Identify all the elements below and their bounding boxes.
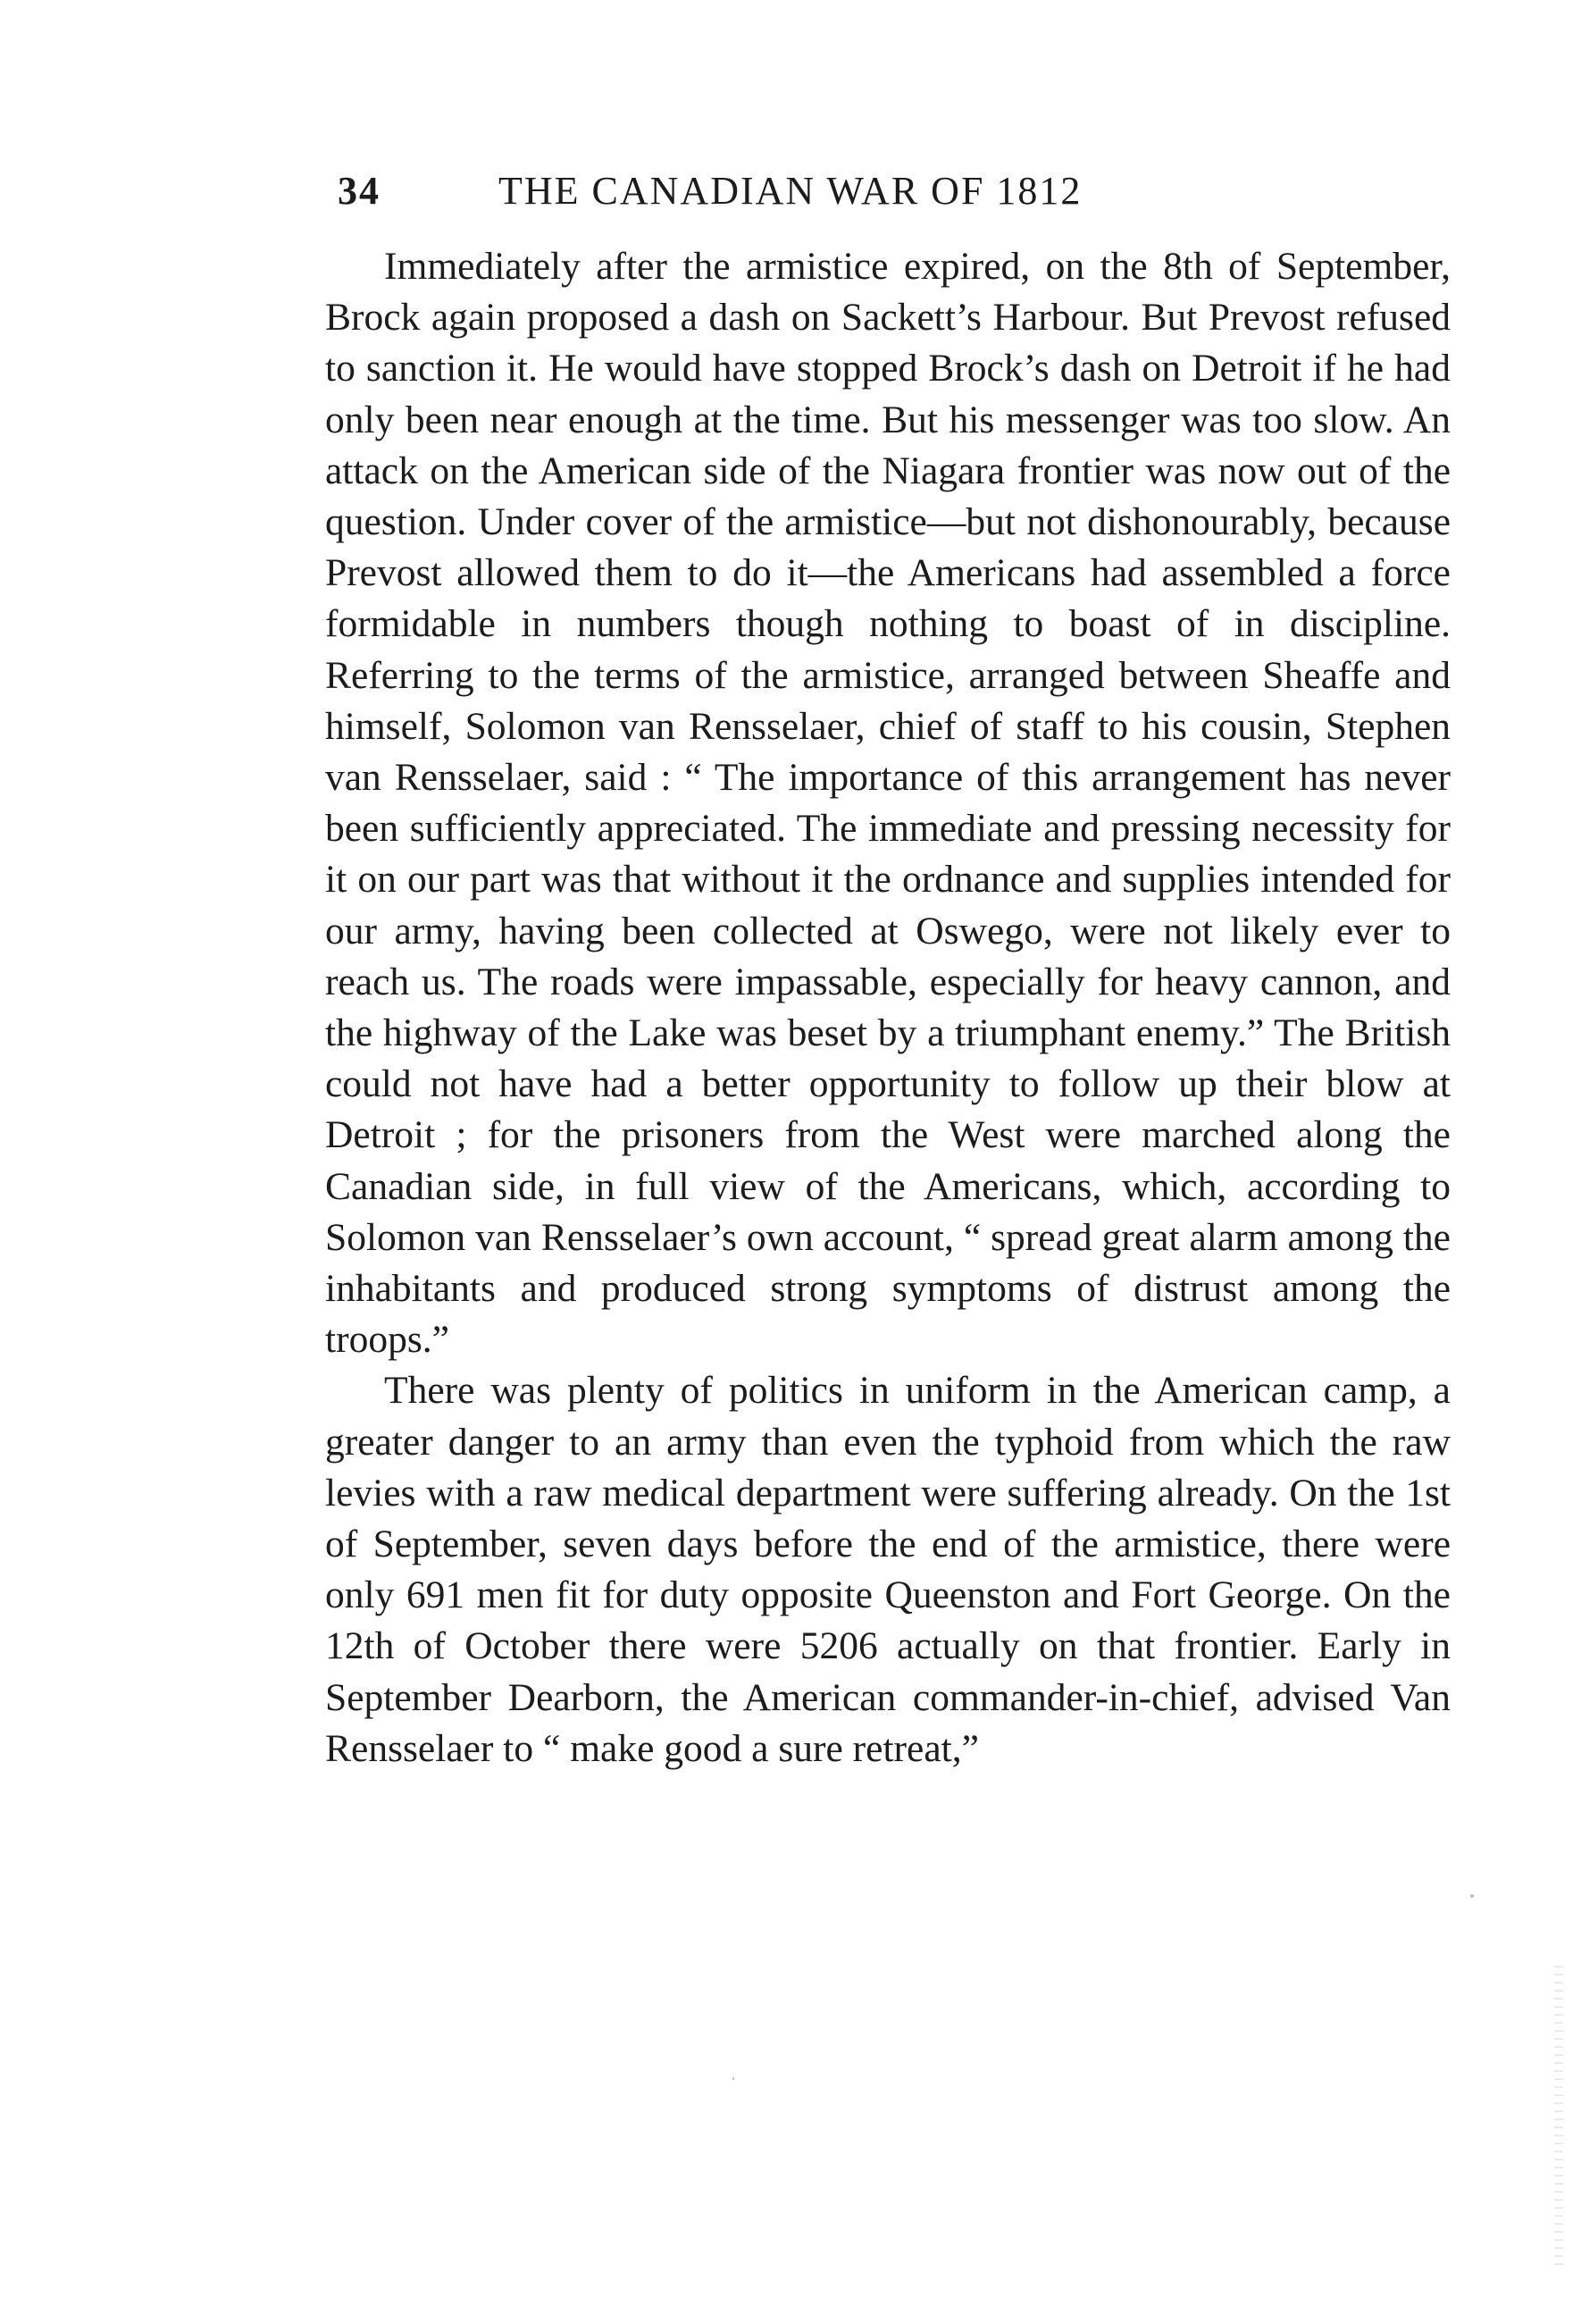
paragraph: There was plenty of politics in uniform in the American camp, a greater danger to an army than even the typhoid from which the raw levies with a raw medical department were suffering already. On the 1st of September, seven days before the end of the armistice, there were only 691 men fit for duty opposite Queenston and Fort George. On the 12th of October there were 5206 actually on that frontier. Early in September Dearborn, the American commander-in-chief, advised Van Rensselaer to “ make good a sure retreat,” xyxy=(325,1369,1451,1770)
running-title: THE CANADIAN WAR OF 1812 xyxy=(498,169,1083,213)
page-edge-speckle xyxy=(1554,1966,1563,2269)
body-text xyxy=(325,241,1451,1774)
ink-speck xyxy=(1470,1894,1474,1898)
ink-speck xyxy=(732,2077,734,2080)
page-number: 34 xyxy=(338,169,381,213)
paragraph: Immediately after the armistice expired, on the 8th of September, Brock again proposed a dash on Sackett’s Harbour. But Prevost refused to sanction it. He would have stopped Brock’s dash on Detroit if he had only been near enough at the time. But his messenger was too slow. An attack on the American side of the Niagara frontier was now out of the question. Under cover of the armistice—but not dishonourably, because Prevost allowed them to do it—the Americans had assembled a force formidable in numbers though nothing to boast of in discipline. Referring to the terms of the armistice, arranged between Sheaffe and himself, Solomon van Rensselaer, chief of staff to his cousin, Stephen van Rensselaer, said : “ The importance of this arrangement has never been sufficiently appreciated. The immediate and pressing necessity for it on our part was that without it the ordnance and supplies intended for our army, having been collected at Oswego, were not likely ever to reach us. The roads were impassable, especially for heavy cannon, and the highway of the Lake was beset by a triumphant enemy.” The British could not have had a better opportunity to follow up their blow at Detroit ; for the prisoners from the West were marched along the Canadian side, in full view of the Americans, which, according to Solomon van Rensselaer’s own account, “ spread great alarm among the inhabitants and produced strong symptoms of distrust among the troops.” xyxy=(325,245,1451,1362)
running-head xyxy=(338,168,1259,222)
